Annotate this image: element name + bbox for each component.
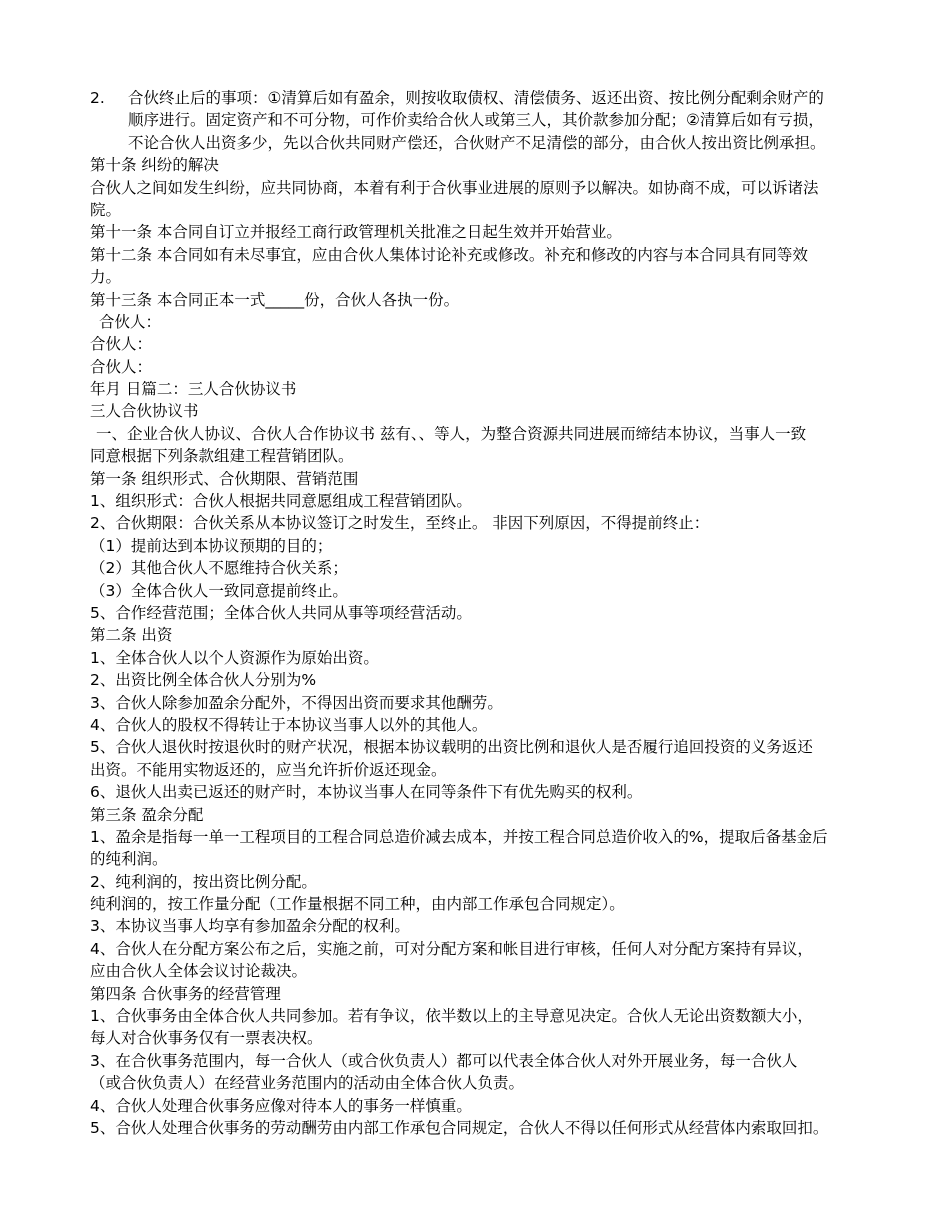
text-line: （2）其他合伙人不愿维持合伙关系； [90, 559, 348, 578]
text-line: 顺序进行。固定资产和不可分物，可作价卖给合伙人或第三人，其价款参加分配；②清算后如有亏损， [128, 111, 824, 130]
text-line: 合伙人之间如发生纠纷，应共同协商，本着有利于合伙事业进展的原则予以解决。如协商不成，可以诉诸法 [90, 178, 819, 197]
text-line: （1）提前达到本协议预期的目的； [90, 536, 333, 555]
text-line: 第十条 纠纷的解决 [90, 156, 219, 175]
text-line: 1、全体合伙人以个人资源作为原始出资。 [90, 648, 379, 667]
text-line: 3、本协议当事人均享有参加盈余分配的权利。 [90, 917, 410, 936]
text-line: 年月 日篇二：三人合伙协议书 [90, 380, 297, 399]
text-line: 6、退伙人出卖已返还的财产时，本协议当事人在同等条件下有优先购买的权利。 [90, 783, 643, 802]
text-line: 合伙人： [90, 335, 153, 354]
text-line: 院。 [90, 200, 122, 219]
text-line: 第十三条 本合同正本一式_____份，合伙人各执一份。 [90, 290, 460, 309]
text-line: 5、合伙人处理合伙事务的劳动酬劳由内部工作承包合同规定，合伙人不得以任何形式从经营体内索取回扣。 [90, 1118, 829, 1137]
text-line: 第四条 合伙事务的经营管理 [90, 984, 281, 1003]
text-line: 4、合伙人在分配方案公布之后，实施之前，可对分配方案和帐目进行审核，任何人对分配方案持有异议， [90, 939, 813, 958]
text-line: 合伙人： [99, 312, 162, 331]
text-line: 出资。不能用实物返还的，应当允许折价返还现金。 [90, 760, 447, 779]
text-line: 5、合伙人退伙时按退伙时的财产状况，根据本协议载明的出资比例和退伙人是否履行追回投资的义务返还 [90, 738, 813, 757]
text-line: （3）全体合伙人一致同意提前终止。 [90, 581, 348, 600]
text-line: 1、盈余是指每一单一工程项目的工程合同总造价减去成本，并按工程合同总造价收入的%，提取后备基金后 [90, 827, 828, 846]
text-line: 同意根据下列条款组建工程营销团队。 [90, 447, 354, 466]
text-line: 2、合伙期限：合伙关系从本协议签订之时发生，至终止。 非因下列原因，不得提前终止： [90, 514, 710, 533]
text-line: 一、企业合伙人协议、合伙人合作协议书 兹有、、等人，为整合资源共同进展而缔结本协议，当事人一致 [96, 424, 807, 443]
text-line: 5、合作经营范围；全体合伙人共同从事等项经营活动。 [90, 603, 472, 622]
text-line: 3、在合伙事务范围内，每一合伙人（或合伙负责人）都可以代表全体合伙人对外开展业务，每一合伙人 [90, 1051, 798, 1070]
text-line: 第三条 盈余分配 [90, 805, 204, 824]
text-line: 纯利润的，按工作量分配（工作量根据不同工种，由内部工作承包合同规定）。 [90, 895, 625, 914]
text-line: 第一条 组织形式、合伙期限、营销范围 [90, 469, 359, 488]
text-line: 不论合伙人出资多少，先以合伙共同财产偿还，合伙财产不足清偿的部分，由合伙人按出资比例承担。 [128, 133, 826, 152]
text-line: 力。 [90, 268, 122, 287]
item-text: 合伙终止后的事项：①清算后如有盈余，则按收取债权、清偿债务、返还出资、按比例分配剩余财产的 [128, 89, 824, 107]
text-line: 三人合伙协议书 [90, 402, 199, 421]
text-line: 4、合伙人处理合伙事务应像对待本人的事务一样慎重。 [90, 1096, 472, 1115]
text-line: 第十二条 本合同如有未尽事宜，应由合伙人集体讨论补充或修改。补充和修改的内容与本合同具有同等效 [90, 245, 808, 264]
text-line: 3、合伙人除参加盈余分配外，不得因出资而要求其他酬劳。 [90, 693, 503, 712]
text-line: 第二条 出资 [90, 626, 173, 645]
text-line [90, 87, 870, 109]
document-page [90, 87, 870, 1139]
text-line: 应由合伙人全体会议讨论裁决。 [90, 962, 308, 981]
text-line: 的纯利润。 [90, 850, 168, 869]
text-line: 4、合伙人的股权不得转让于本协议当事人以外的其他人。 [90, 715, 488, 734]
text-line: 每人对合伙事务仅有一票表决权。 [90, 1029, 323, 1048]
text-line: （或合伙负责人）在经营业务范围内的活动由全体合伙人负责。 [90, 1074, 525, 1093]
text-line: 合伙人： [90, 357, 153, 376]
text-line: 1、组织形式：合伙人根据共同意愿组成工程营销团队。 [90, 492, 472, 511]
text-line: 1、合伙事务由全体合伙人共同参加。若有争议，依半数以上的主导意见决定。合伙人无论出资数额大小， [90, 1007, 813, 1026]
text-line: 2、纯利润的，按出资比例分配。 [90, 872, 317, 891]
text-line: 2、出资比例全体合伙人分别为% [90, 671, 317, 690]
item-number: 2. [90, 89, 105, 107]
text-line: 第十一条 本合同自订立并报经工商行政管理机关批准之日起生效并开始营业。 [90, 223, 622, 242]
